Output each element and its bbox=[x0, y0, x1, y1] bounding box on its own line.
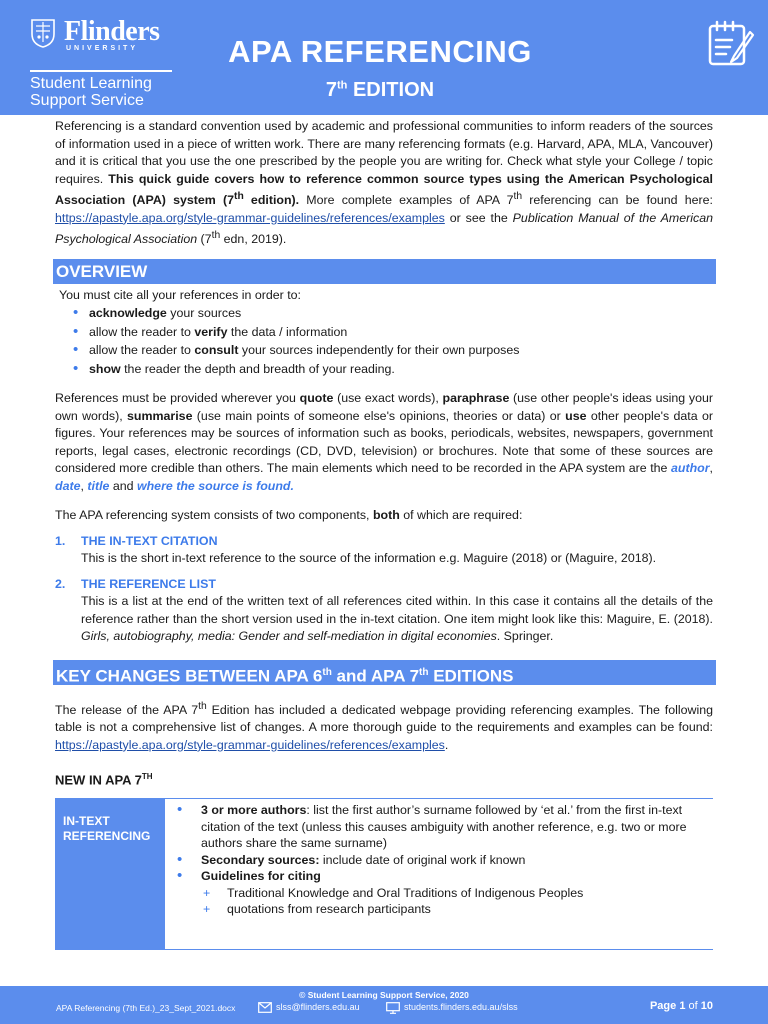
main-content bbox=[55, 118, 713, 789]
purpose-list bbox=[55, 304, 713, 378]
list-item: • acknowledge your sources bbox=[89, 304, 713, 323]
references-paragraph: References must be provided wherever you quote (use exact words), paraphrase (use other people's ideas using your own words), summarise (use main points of someone else's opinions, theories or data) or use other people's data or figures. Your references may be sources of information such as books, periodicals, websites, newspapers, government reports, legal cases, electronic recordings (CD, DVD, television) or brochures. Note that some of these sources are considered more credible than others. The main elements which need to be recorded in the APA system are the author, date, title and where the source is found. bbox=[55, 391, 713, 493]
service-line-2: Support Service bbox=[30, 92, 144, 109]
envelope-icon bbox=[258, 1002, 272, 1013]
list-item: • allow the reader to verify the data / information bbox=[89, 323, 713, 342]
notepad-pencil-icon bbox=[706, 18, 756, 68]
list-item: + quotations from research participants bbox=[201, 901, 711, 918]
key-changes-heading: KEY CHANGES BETWEEN APA 6th and APA 7th EDITIONS bbox=[53, 660, 716, 685]
overview-heading: OVERVIEW bbox=[53, 259, 716, 284]
new-in-apa7-heading: NEW IN APA 7TH bbox=[55, 772, 153, 788]
table-row-header: IN-TEXT REFERENCING bbox=[55, 798, 165, 950]
apa-examples-link-2[interactable]: https://apastyle.apa.org/style-grammar-guidelines/references/examples bbox=[55, 737, 445, 752]
page-footer bbox=[0, 986, 768, 1024]
components-paragraph: The APA referencing system consists of two components, both of which are required: bbox=[55, 508, 523, 523]
changes-paragraph: The release of the APA 7th Edition has included a dedicated webpage providing referencing examples. The following table is not a comprehensive list of changes. A more thorough guide to the requirements and examples can be found: https://apastyle.apa.org/style-grammar-guidelines/references/examples. bbox=[55, 700, 713, 752]
logo-name: Flinders bbox=[64, 16, 160, 47]
footer-email-link[interactable]: slss@flinders.edu.au bbox=[276, 1002, 360, 1012]
footer-copyright: © Student Learning Support Service, 2020 bbox=[299, 990, 469, 1000]
list-item: • allow the reader to consult your sources independently for their own purposes bbox=[89, 341, 713, 360]
intro-paragraph: Referencing is a standard convention used by academic and professional communities to inform readers of the sources of information used in a piece of written work. There are many referencing formats (e.g. Harvard, APA, MLA, Vancouver) and it is critical that you use the one prescribed by the people you are writing for. Check what style your College / topic requires. This quick guide covers how to reference common source types using the American Psychological Association (APA) system (7th edition). More complete examples of APA 7th referencing can be found here: https://apastyle.apa.org/style-grammar-guidelines/references/examples or see the Publication Manual of the American Psychological Association (7th edn, 2019). bbox=[55, 119, 714, 247]
changes-table bbox=[55, 798, 713, 950]
list-item: • Secondary sources: include date of original work if known bbox=[201, 852, 711, 869]
component-reference-list: 2. THE REFERENCE LIST This is a list at the end of the written text of all references cited within. In this case it contains all the details of the reference rather than the short version used in the in-text citation. One item might look like this: Maguire, E. (2018). Girls, autobiography, media: Gender and self-mediation in digital economies. Springer. bbox=[55, 576, 713, 644]
service-line-1: Student Learning bbox=[30, 75, 152, 92]
table-row-content bbox=[165, 798, 713, 950]
service-name bbox=[30, 75, 152, 109]
page-title: APA REFERENCING bbox=[228, 34, 532, 69]
footer-web-link[interactable]: students.flinders.edu.au/slss bbox=[404, 1002, 518, 1012]
apa-examples-link[interactable]: https://apastyle.apa.org/style-grammar-guidelines/references/examples bbox=[55, 210, 445, 225]
logo-sub: UNIVERSITY bbox=[66, 45, 139, 52]
component-in-text: 1. THE IN-TEXT CITATION This is the short in-text reference to the source of the information e.g. Maguire (2018) or (Maguire, 2018). bbox=[55, 533, 657, 566]
list-item: + Traditional Knowledge and Oral Traditions of Indigenous Peoples bbox=[201, 885, 711, 902]
list-item: • Guidelines for citing bbox=[201, 868, 711, 885]
monitor-icon bbox=[386, 1002, 400, 1014]
logo-divider bbox=[30, 70, 172, 72]
list-item: • 3 or more authors: list the first author’s surname followed by ‘et al.’ from the first in-text citation of the text (unless this causes ambiguity with another reference, e.g. two or more authors share the same surname) bbox=[201, 802, 711, 852]
list-item: • show the reader the depth and breadth of your reading. bbox=[89, 360, 713, 379]
overview-lead: You must cite all your references in order to: bbox=[59, 287, 301, 302]
edition-label: 7th EDITION bbox=[325, 79, 435, 101]
crest-icon bbox=[30, 18, 56, 48]
footer-filename: APA Referencing (7th Ed.)_23_Sept_2021.docx bbox=[56, 1003, 236, 1013]
page-header bbox=[0, 0, 768, 115]
page-number: Page 1 of 10 bbox=[649, 1000, 713, 1012]
